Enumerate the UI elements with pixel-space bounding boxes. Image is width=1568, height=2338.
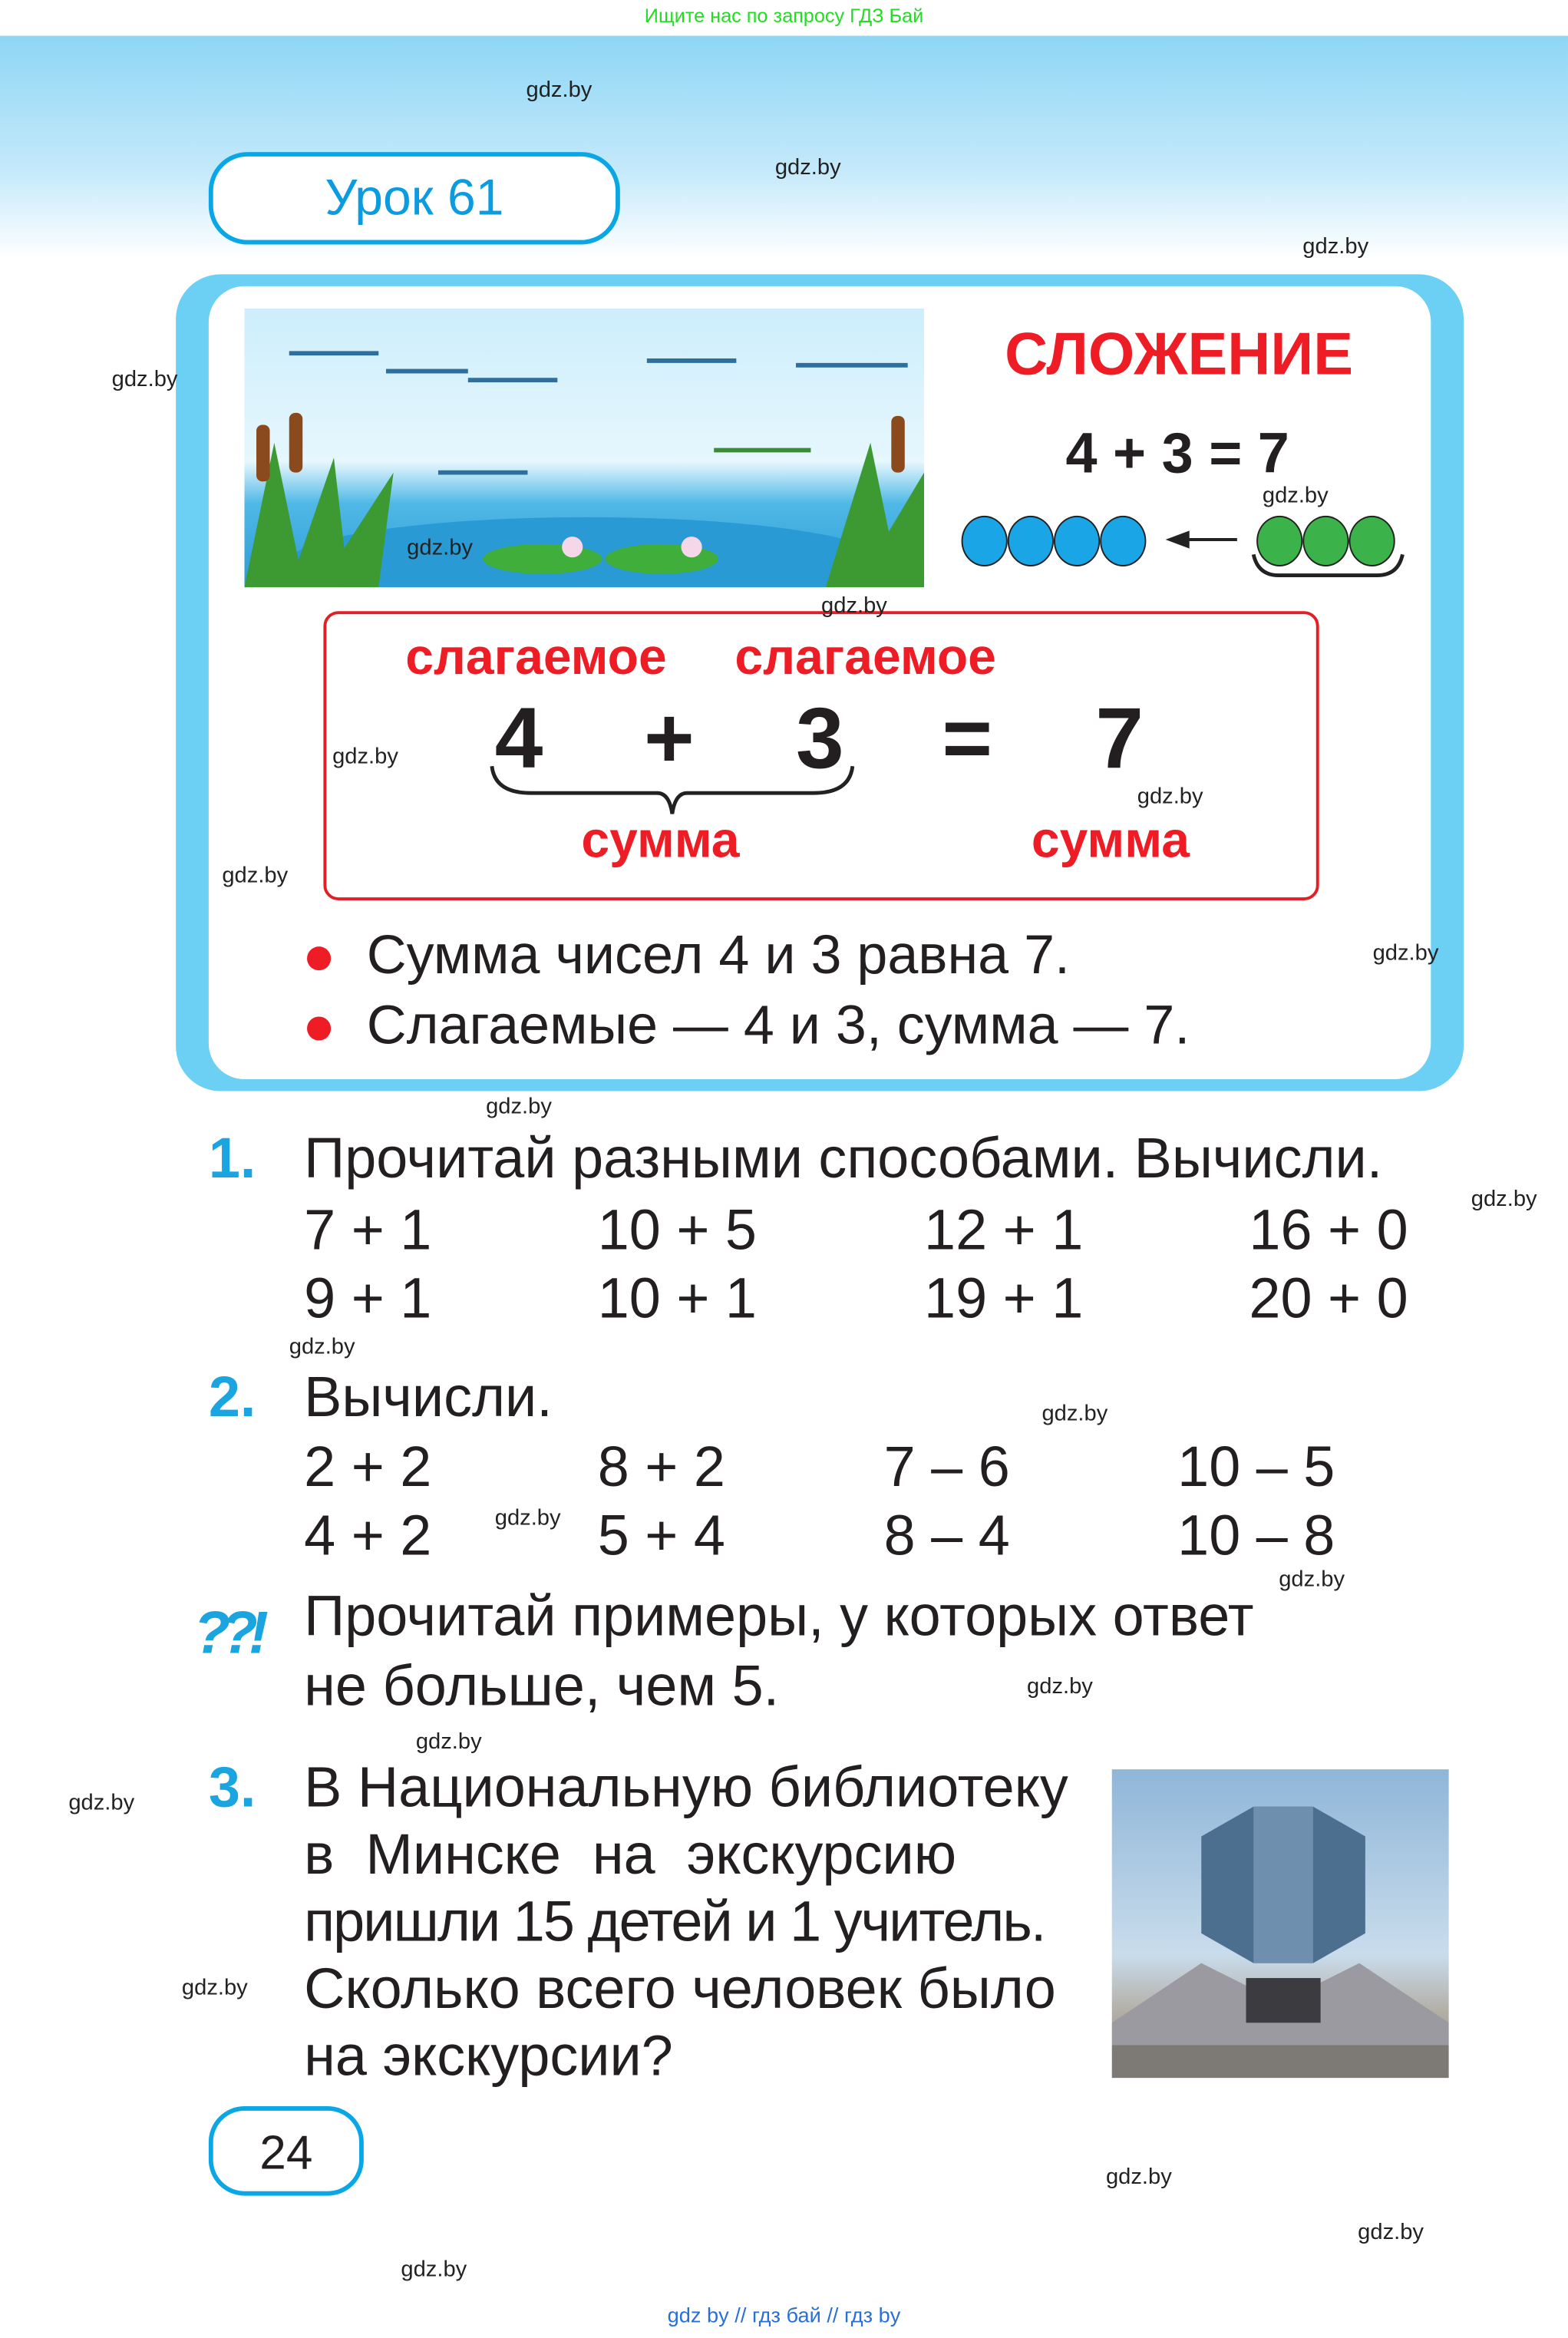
bullet-icon [307,947,331,971]
term-b: 3 [796,690,844,788]
watermark: gdz.by [289,1334,355,1360]
rule-bullet: Сумма чисел 4 и 3 равна 7. [307,924,1070,987]
blue-counter [962,516,1008,566]
blue-counter [1054,516,1100,566]
rule-equation: 4 + 3 = 7 [1065,423,1289,487]
watermark: gdz.by [1041,1401,1108,1427]
question-exclamation-icon: ??! [193,1600,260,1667]
watermark: gdz.by [401,2257,467,2283]
sum-label-1: сумма [581,812,740,870]
watermark: gdz.by [1471,1186,1537,1212]
expression: 10 + 5 [597,1200,757,1263]
exercise-2-text: Вычисли. [304,1366,553,1430]
expression: 7 – 6 [883,1437,1010,1500]
rule-title: СЛОЖЕНИЕ [1005,322,1354,388]
lesson-title: Урок 61 [209,152,620,244]
watermark: gdz.by [222,863,289,889]
watermark: gdz.by [1302,233,1369,259]
watermark: gdz.by [332,744,398,770]
addend-label-2: слагаемое [734,629,996,686]
term-result: 7 [1095,690,1144,788]
exercise-number: 2. [208,1366,256,1430]
exercise-3-line: Сколько всего человек было [304,1958,1056,2022]
extra-task-line: не больше, чем 5. [304,1656,780,1719]
watermark: gdz.by [111,366,178,392]
dragonflies-pond-illustration [244,309,924,587]
watermark: gdz.by [1137,784,1203,810]
exercise-3-line: пришли 15 детей и 1 учитель. [304,1891,1045,1954]
arrow-left-icon [1163,525,1240,555]
sum-brace [486,763,859,820]
expression: 5 + 4 [597,1505,725,1568]
expression: 16 + 0 [1249,1200,1408,1263]
expression: 7 + 1 [304,1200,432,1263]
expression: 4 + 2 [304,1505,432,1568]
watermark: gdz.by [526,77,593,103]
watermark: gdz.by [1358,2219,1424,2245]
term-a: 4 [494,690,543,788]
exercise-number: 3. [208,1757,256,1821]
top-banner: Ищите нас по запросу ГДЗ Бай [0,0,1568,36]
watermark: gdz.by [774,154,841,180]
expression: 2 + 2 [304,1437,432,1500]
watermark: gdz.by [181,1975,248,2001]
expression: 10 – 5 [1177,1437,1335,1500]
term-plus: + [643,690,695,788]
watermark: gdz.by [407,535,474,561]
expression: 10 – 8 [1177,1505,1335,1568]
expression: 10 + 1 [597,1268,757,1332]
expression: 9 + 1 [304,1268,432,1332]
watermark: gdz.by [415,1729,482,1755]
watermark: gdz.by [486,1094,552,1120]
blue-counter [1008,516,1054,566]
exercise-1-text: Прочитай разными способами. Вычисли. [304,1128,1383,1191]
expression: 12 + 1 [924,1200,1084,1263]
expression: 8 + 2 [597,1437,725,1500]
watermark: gdz.by [821,593,887,619]
exercise-3-line: на экскурсии? [304,2026,673,2089]
watermark: gdz.by [68,1790,135,1816]
exercise-number: 1. [208,1128,256,1191]
rule-bullet: Слагаемые — 4 и 3, сумма — 7. [307,994,1190,1057]
watermark: gdz.by [1372,940,1439,966]
addend-label-1: слагаемое [405,629,667,686]
extra-task-line: Прочитай примеры, у которых ответ [304,1586,1254,1649]
watermark: gdz.by [1279,1567,1345,1593]
group-bracket [1249,552,1407,582]
exercise-3-line: в Минске на экскурсию [304,1824,957,1887]
watermark: gdz.by [494,1505,561,1531]
sum-label-2: сумма [1031,812,1190,870]
bullet-icon [307,1017,331,1041]
watermark: gdz.by [1027,1673,1093,1699]
blue-counter [1100,516,1146,566]
expression: 8 – 4 [883,1505,1010,1568]
page-number: 24 [209,2106,364,2196]
watermark: gdz.by [1262,483,1329,509]
footer-links[interactable]: gdz by // гдз бай // гдз by [667,2303,901,2327]
term-equals: = [942,690,993,788]
expression: 20 + 0 [1249,1268,1408,1332]
exercise-3-line: В Национальную библиотеку [304,1757,1068,1821]
expression: 19 + 1 [924,1268,1084,1332]
watermark: gdz.by [1105,2164,1172,2190]
national-library-photo [1112,1769,1449,2078]
